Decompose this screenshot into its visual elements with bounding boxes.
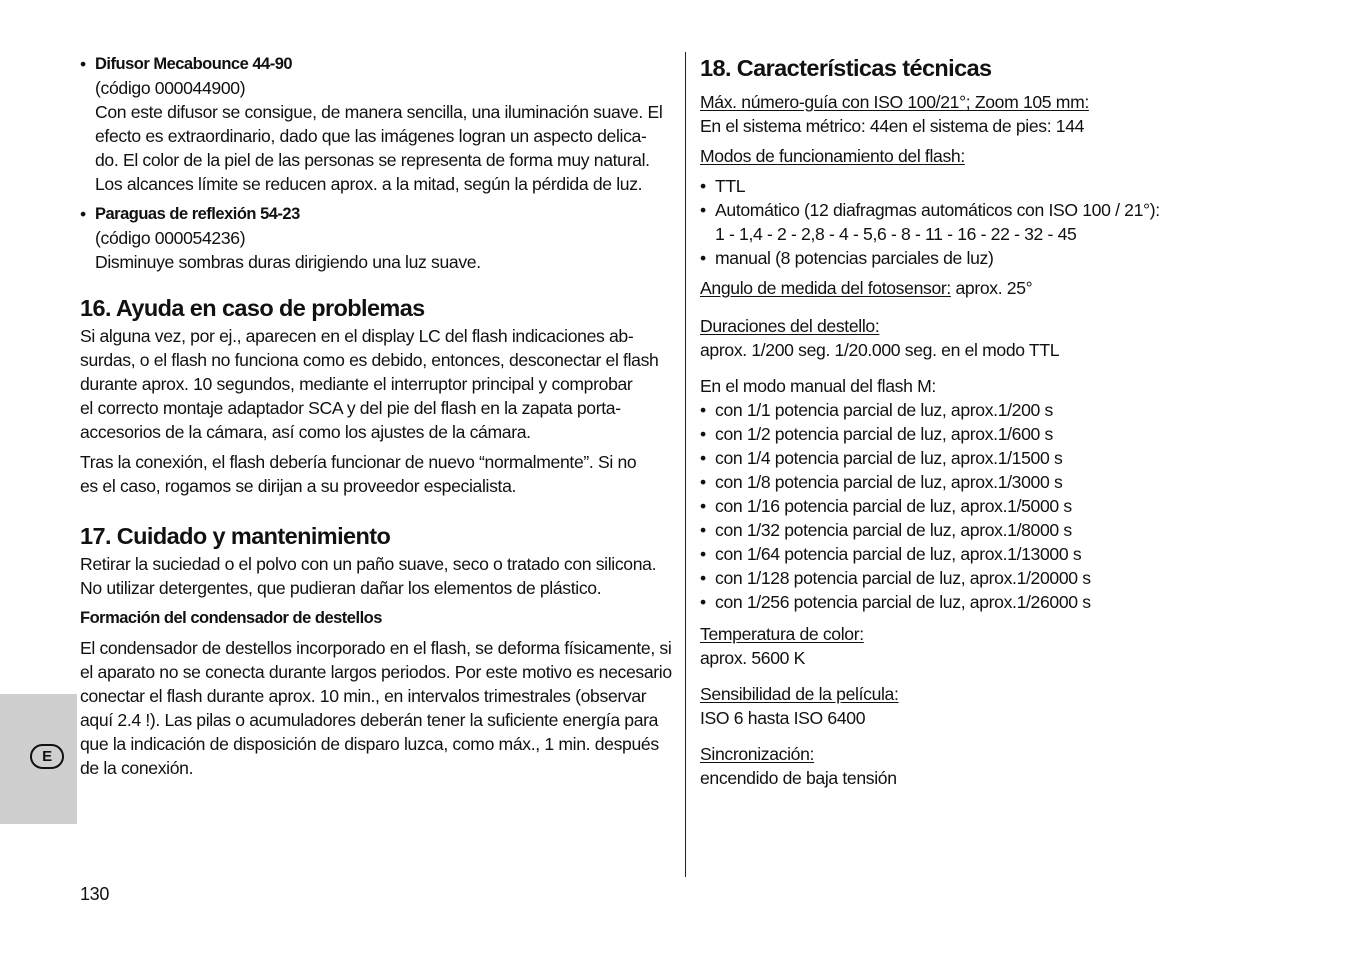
text-line: el aparato no se conecta durante largos periodos. Por este motivo es necesario <box>80 662 672 682</box>
right-column <box>700 52 1300 790</box>
section-16-paragraph-2 <box>80 450 678 498</box>
text-line: de la conexión. <box>80 758 194 778</box>
language-badge: E <box>30 744 64 769</box>
color-temp-value: aprox. 5600 K <box>700 648 805 668</box>
text-line: Retirar la suciedad o el polvo con un paño suave, seco o tratado con silicona. <box>80 554 657 574</box>
guide-number-metric: En el sistema métrico: 44 <box>700 116 889 136</box>
mode-item: • Automático (12 diafragmas automáticos con ISO 100 / 21°): <box>700 198 1300 222</box>
guide-number-feet: en el sistema de pies: 144 <box>888 116 1085 136</box>
section-17-paragraph-2 <box>80 636 678 780</box>
accessory-line: Los alcances límite se reducen aprox. a la mitad, según la pérdida de luz. <box>95 174 643 194</box>
section-17-paragraph-1 <box>80 552 678 600</box>
text-line: conectar el flash durante aprox. 10 min., en intervalos trimestrales (observar <box>80 686 647 706</box>
text-line: aquí 2.4 !). Las pilas o acumuladores deberán tener la suficiente energía para <box>80 710 659 730</box>
accessory-line: efecto es extraordinario, dado que las imágenes logran un aspecto delica- <box>95 126 647 146</box>
text-line: es el caso, rogamos se dirijan a su proveedor especialista. <box>80 476 517 496</box>
modes-label: Modos de funcionamiento del flash: <box>700 146 965 166</box>
film-sensitivity-value: ISO 6 hasta ISO 6400 <box>700 708 866 728</box>
manual-power-item: • con 1/8 potencia parcial de luz, aprox.1/3000 s <box>700 470 1300 494</box>
text-line: que la indicación de disposición de disparo luzca, como máx., 1 min. después <box>80 734 659 754</box>
sync-label: Sincronización: <box>700 744 815 764</box>
accessory-code: (código 000044900) <box>95 78 246 98</box>
modes-list <box>700 174 1300 270</box>
section-16-paragraph-1 <box>80 324 678 444</box>
film-sensitivity-label: Sensibilidad de la película: <box>700 684 899 704</box>
text-line: el correcto montaje adaptador SCA y del pie del flash en la zapata porta- <box>80 398 621 418</box>
section-17-subheading: Formación del condensador de destellos <box>80 609 382 627</box>
guide-number-value <box>700 114 1300 138</box>
sensor-angle-value: aprox. 25° <box>950 278 1033 298</box>
accessory-title: • Paraguas de reflexión 54-23 <box>95 205 300 223</box>
text-line: Si alguna vez, por ej., aparecen en el display LC del flash indicaciones ab- <box>80 326 634 346</box>
sensor-angle <box>700 276 1300 300</box>
accessory-line: do. El color de la piel de las personas se representa de forma muy natural. <box>95 150 650 170</box>
color-temp-label: Temperatura de color: <box>700 624 864 644</box>
column-divider <box>685 52 686 877</box>
text-line: El condensador de destellos incorporado en el flash, se deforma físicamente, si <box>80 638 672 658</box>
text-line: surdas, o el flash no funciona como es debido, entonces, desconectar el flash <box>80 350 659 370</box>
section-18-heading: 18. Características técnicas <box>700 55 992 81</box>
text-line: durante aprox. 10 segundos, mediante el interruptor principal y comprobar <box>80 374 633 394</box>
manual-power-item: • con 1/4 potencia parcial de luz, aprox.1/1500 s <box>700 446 1300 470</box>
manual-power-item: • con 1/32 potencia parcial de luz, aprox.1/8000 s <box>700 518 1300 542</box>
manual-intro: En el modo manual del flash M: <box>700 376 936 396</box>
section-16-heading: 16. Ayuda en caso de problemas <box>80 295 425 321</box>
duration-value: aprox. 1/200 seg. 1/20.000 seg. en el modo TTL <box>700 340 1060 360</box>
text-line: No utilizar detergentes, que pudieran dañar los elementos de plástico. <box>80 578 602 598</box>
aperture-values: 1 - 1,4 - 2 - 2,8 - 4 - 5,6 - 8 - 11 - 16 - 22 - 32 - 45 <box>715 224 1077 244</box>
section-17-heading: 17. Cuidado y mantenimiento <box>80 523 391 549</box>
manual-power-item: • con 1/64 potencia parcial de luz, aprox.1/13000 s <box>700 542 1300 566</box>
guide-number-label: Máx. número-guía con ISO 100/21°; Zoom 105 mm: <box>700 92 1089 112</box>
text-line: Tras la conexión, el flash debería funcionar de nuevo “normalmente”. Si no <box>80 452 637 472</box>
manual-power-item: • con 1/256 potencia parcial de luz, aprox.1/26000 s <box>700 590 1300 614</box>
left-column <box>80 52 678 780</box>
manual-power-item: • con 1/2 potencia parcial de luz, aprox.1/600 s <box>700 422 1300 446</box>
accessory-item <box>80 52 678 196</box>
manual-power-item: • con 1/128 potencia parcial de luz, aprox.1/20000 s <box>700 566 1300 590</box>
mode-item: • manual (8 potencias parciales de luz) <box>700 246 1300 270</box>
accessory-line: Disminuye sombras duras dirigiendo una luz suave. <box>95 252 481 272</box>
accessory-title: • Difusor Mecabounce 44-90 <box>95 55 293 73</box>
page-number: 130 <box>80 884 109 904</box>
manual-power-item: • con 1/1 potencia parcial de luz, aprox.1/200 s <box>700 398 1300 422</box>
mode-item: • TTL <box>700 174 1300 198</box>
duration-label: Duraciones del destello: <box>700 316 880 336</box>
accessory-item <box>80 202 678 274</box>
manual-power-item: • con 1/16 potencia parcial de luz, aprox.1/5000 s <box>700 494 1300 518</box>
accessory-code: (código 000054236) <box>95 228 246 248</box>
sensor-angle-label: Angulo de medida del fotosensor: <box>700 278 951 298</box>
sync-value: encendido de baja tensión <box>700 768 897 788</box>
accessory-line: Con este difusor se consigue, de manera sencilla, una iluminación suave. El <box>95 102 663 122</box>
manual-power-list <box>700 398 1300 614</box>
text-line: accesorios de la cámara, así como los ajustes de la cámara. <box>80 422 531 442</box>
